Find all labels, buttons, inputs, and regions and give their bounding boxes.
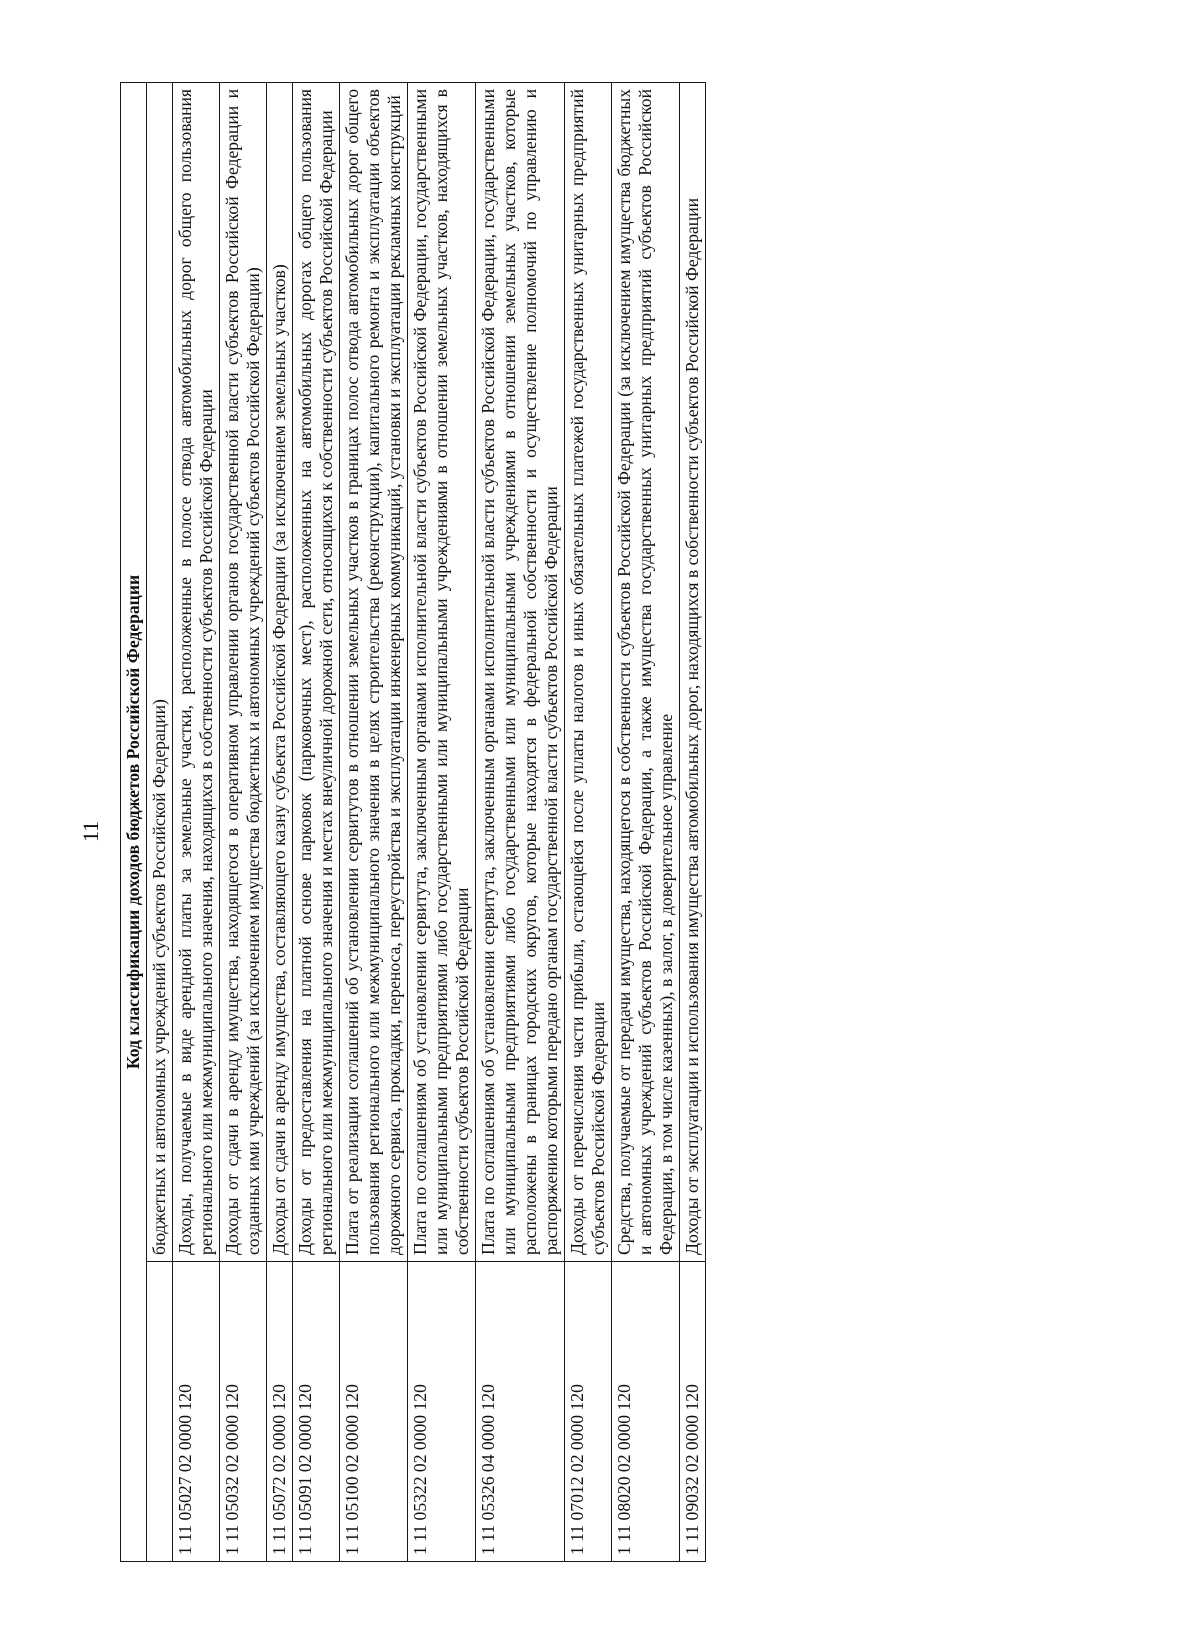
page-number: 11 — [78, 820, 103, 842]
table-row — [612, 83, 680, 1562]
description-cell: Плата от реализации соглашений об установлении сервитутов в отношении земельных участков в границах полос отвода автомобильных дорог общего пользования регионального или межмуниципального значения в целях строительства (реконструкции), капитального ремонта и эксплуатации объектов дорожного сервиса, прокладки, переноса, переустройства и эксплуатации инженерных коммуникаций, установки и эксплуатации рекламных конструкций — [340, 83, 408, 1262]
table-row — [476, 83, 565, 1562]
description-cell: Доходы от эксплуатации и использования имущества автомобильных дорог, находящихся в собственности субъектов Российской Федерации — [680, 83, 706, 1262]
code-cell: 1 11 09032 02 0000 120 — [680, 1262, 706, 1562]
description-cell: Плата по соглашениям об установлении сервитута, заключенным органами исполнительной власти субъектов Российской Федерации, государственными или муниципальными предприятиями либо государственными или муниципальными учреждениями в отношении земельных участков, находящихся в собственности субъектов Российской Федерации — [408, 83, 476, 1262]
code-cell: 1 11 05032 02 0000 120 — [220, 1262, 267, 1562]
code-cell: 1 11 05326 04 0000 120 — [476, 1262, 565, 1562]
description-cell: Доходы, получаемые в виде арендной платы за земельные участки, расположенные в полосе отвода автомобильных дорог общего пользования регионального или межмуниципального значения, находящихся в собственности субъектов Российской Федерации — [173, 83, 220, 1262]
description-cell: Доходы от предоставления на платной основе парковок (парковочных мест), расположенных на автомобильных дорогах общего пользования регионального или межмуниципального значения и местах внеуличной дорожной сети, относящихся к собственности субъектов Российской Федерации — [293, 83, 340, 1262]
table-row — [173, 83, 220, 1562]
description-cell: Доходы от сдачи в аренду имущества, находящегося в оперативном управлении органов государственной власти субъектов Российской Федерации и созданных ими учреждений (за исключением имущества бюджетных и автономных учреждений субъектов Российской Федерации) — [220, 83, 267, 1262]
code-cell: 1 11 07012 02 0000 120 — [565, 1262, 612, 1562]
table-title: Код классификации доходов бюджетов Российской Федерации — [121, 83, 147, 1562]
description-cell: Доходы от перечисления части прибыли, остающейся после уплаты налогов и иных обязательных платежей государственных унитарных предприятий субъектов Российской Федерации — [565, 83, 612, 1262]
code-cell: 1 11 05322 02 0000 120 — [408, 1262, 476, 1562]
description-cell: Доходы от сдачи в аренду имущества, составляющего казну субъекта Российской Федерации (за исключением земельных участков) — [267, 83, 293, 1262]
table-row — [267, 83, 293, 1562]
table-row — [565, 83, 612, 1562]
table-row — [293, 83, 340, 1562]
description-cell: Средства, получаемые от передачи имущества, находящегося в собственности субъектов Российской Федерации (за исключением имущества бюджетных и автономных учреждений субъектов Российской Федерации, а также имущества государственных унитарных предприятий субъектов Российской Федерации, в том числе казенных), в залог, в доверительное управление — [612, 83, 680, 1262]
code-cell — [147, 1262, 173, 1562]
table-header-row — [121, 83, 147, 1562]
code-cell: 1 11 08020 02 0000 120 — [612, 1262, 680, 1562]
table-row — [220, 83, 267, 1562]
table-row — [680, 83, 706, 1562]
code-cell: 1 11 05100 02 0000 120 — [340, 1262, 408, 1562]
table-row-continuation — [147, 83, 173, 1562]
description-cell: бюджетных и автономных учреждений субъектов Российской Федерации) — [147, 83, 173, 1262]
table-row — [340, 83, 408, 1562]
revenue-classification-table — [120, 82, 706, 1562]
code-cell: 1 11 05027 02 0000 120 — [173, 1262, 220, 1562]
code-cell: 1 11 05091 02 0000 120 — [293, 1262, 340, 1562]
table-row — [408, 83, 476, 1562]
code-cell: 1 11 05072 02 0000 120 — [267, 1262, 293, 1562]
description-cell: Плата по соглашениям об установлении сервитута, заключенным органами исполнительной власти субъектов Российской Федерации, государственными или муниципальными предприятиями либо государственными или муниципальными учреждениями в отношении земельных участков, которые расположены в границах городских округов, которые находятся в федеральной собственности и осуществление полномочий по управлению и распоряжению которыми передано органам государственной власти субъектов Российской Федерации — [476, 83, 565, 1262]
